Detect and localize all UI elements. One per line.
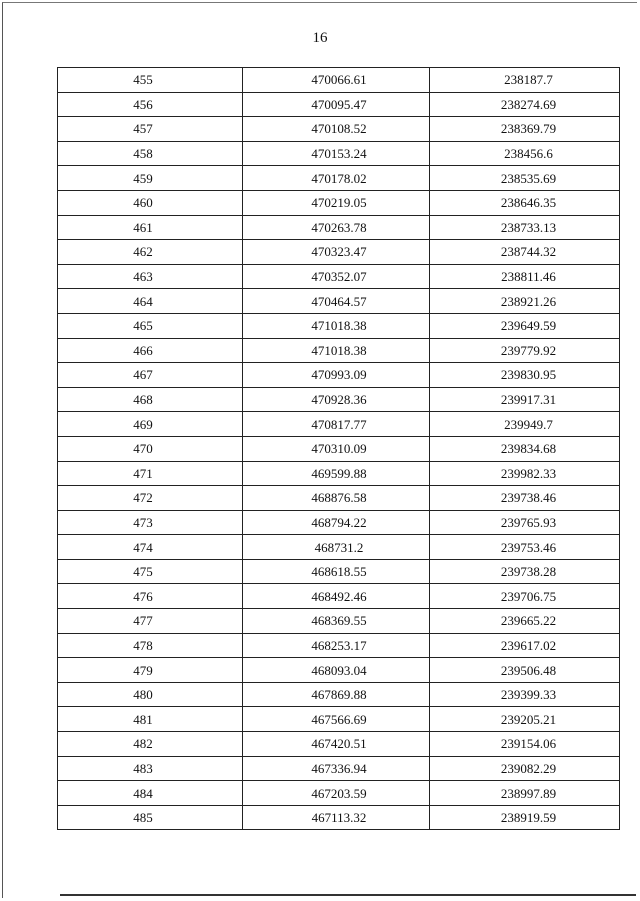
y-coordinate-cell: 238744.32 <box>430 240 620 265</box>
table-row <box>58 609 620 634</box>
x-coordinate-cell: 470178.02 <box>243 166 430 191</box>
y-coordinate-cell: 238456.6 <box>430 141 620 166</box>
page-bottom-edge <box>60 894 636 896</box>
y-coordinate-cell: 238811.46 <box>430 264 620 289</box>
y-coordinate-cell: 239154.06 <box>430 732 620 757</box>
y-coordinate-cell: 239399.33 <box>430 682 620 707</box>
table-row <box>58 486 620 511</box>
point-number-cell: 470 <box>58 436 243 461</box>
point-number-cell: 478 <box>58 633 243 658</box>
table-row <box>58 756 620 781</box>
y-coordinate-cell: 239617.02 <box>430 633 620 658</box>
table-row <box>58 658 620 683</box>
point-number-cell: 477 <box>58 609 243 634</box>
point-number-cell: 471 <box>58 461 243 486</box>
y-coordinate-cell: 239917.31 <box>430 387 620 412</box>
y-coordinate-cell: 238535.69 <box>430 166 620 191</box>
point-number-cell: 461 <box>58 215 243 240</box>
x-coordinate-cell: 468369.55 <box>243 609 430 634</box>
y-coordinate-cell: 239706.75 <box>430 584 620 609</box>
point-number-cell: 466 <box>58 338 243 363</box>
x-coordinate-cell: 470352.07 <box>243 264 430 289</box>
x-coordinate-cell: 470323.47 <box>243 240 430 265</box>
x-coordinate-cell: 467566.69 <box>243 707 430 732</box>
x-coordinate-cell: 470310.09 <box>243 436 430 461</box>
table-row <box>58 240 620 265</box>
table-row <box>58 387 620 412</box>
point-number-cell: 465 <box>58 313 243 338</box>
x-coordinate-cell: 470263.78 <box>243 215 430 240</box>
table-row <box>58 117 620 142</box>
point-number-cell: 457 <box>58 117 243 142</box>
x-coordinate-cell: 468093.04 <box>243 658 430 683</box>
point-number-cell: 464 <box>58 289 243 314</box>
point-number-cell: 480 <box>58 682 243 707</box>
x-coordinate-cell: 469599.88 <box>243 461 430 486</box>
table-row <box>58 535 620 560</box>
x-coordinate-cell: 470095.47 <box>243 92 430 117</box>
table-row <box>58 289 620 314</box>
point-number-cell: 458 <box>58 141 243 166</box>
table-row <box>58 510 620 535</box>
y-coordinate-cell: 239765.93 <box>430 510 620 535</box>
y-coordinate-cell: 238997.89 <box>430 781 620 806</box>
y-coordinate-cell: 239205.21 <box>430 707 620 732</box>
point-number-cell: 475 <box>58 559 243 584</box>
point-number-cell: 459 <box>58 166 243 191</box>
table-row <box>58 633 620 658</box>
y-coordinate-cell: 238646.35 <box>430 190 620 215</box>
x-coordinate-cell: 468618.55 <box>243 559 430 584</box>
y-coordinate-cell: 238274.69 <box>430 92 620 117</box>
point-number-cell: 476 <box>58 584 243 609</box>
y-coordinate-cell: 239506.48 <box>430 658 620 683</box>
y-coordinate-cell: 238919.59 <box>430 805 620 830</box>
table-row <box>58 559 620 584</box>
table-row <box>58 166 620 191</box>
x-coordinate-cell: 467420.51 <box>243 732 430 757</box>
table-row <box>58 461 620 486</box>
table-row <box>58 363 620 388</box>
x-coordinate-cell: 468876.58 <box>243 486 430 511</box>
coordinates-table <box>57 67 620 830</box>
y-coordinate-cell: 239949.7 <box>430 412 620 437</box>
x-coordinate-cell: 470219.05 <box>243 190 430 215</box>
point-number-cell: 483 <box>58 756 243 781</box>
table-row <box>58 215 620 240</box>
x-coordinate-cell: 468492.46 <box>243 584 430 609</box>
x-coordinate-cell: 470817.77 <box>243 412 430 437</box>
x-coordinate-cell: 468794.22 <box>243 510 430 535</box>
table-row <box>58 707 620 732</box>
table-row <box>58 805 620 830</box>
y-coordinate-cell: 239738.28 <box>430 559 620 584</box>
x-coordinate-cell: 467203.59 <box>243 781 430 806</box>
x-coordinate-cell: 470066.61 <box>243 68 430 93</box>
point-number-cell: 473 <box>58 510 243 535</box>
y-coordinate-cell: 238187.7 <box>430 68 620 93</box>
y-coordinate-cell: 238369.79 <box>430 117 620 142</box>
table-row <box>58 264 620 289</box>
table-row <box>58 68 620 93</box>
y-coordinate-cell: 239753.46 <box>430 535 620 560</box>
x-coordinate-cell: 471018.38 <box>243 313 430 338</box>
point-number-cell: 460 <box>58 190 243 215</box>
y-coordinate-cell: 239830.95 <box>430 363 620 388</box>
point-number-cell: 484 <box>58 781 243 806</box>
point-number-cell: 455 <box>58 68 243 93</box>
point-number-cell: 456 <box>58 92 243 117</box>
x-coordinate-cell: 468731.2 <box>243 535 430 560</box>
x-coordinate-cell: 467869.88 <box>243 682 430 707</box>
table-row <box>58 584 620 609</box>
x-coordinate-cell: 470153.24 <box>243 141 430 166</box>
y-coordinate-cell: 239834.68 <box>430 436 620 461</box>
y-coordinate-cell: 239665.22 <box>430 609 620 634</box>
table-row <box>58 682 620 707</box>
coordinates-table-body <box>58 68 620 830</box>
point-number-cell: 462 <box>58 240 243 265</box>
x-coordinate-cell: 471018.38 <box>243 338 430 363</box>
table-row <box>58 92 620 117</box>
point-number-cell: 482 <box>58 732 243 757</box>
x-coordinate-cell: 470464.57 <box>243 289 430 314</box>
table-row <box>58 190 620 215</box>
point-number-cell: 481 <box>58 707 243 732</box>
x-coordinate-cell: 470993.09 <box>243 363 430 388</box>
point-number-cell: 468 <box>58 387 243 412</box>
x-coordinate-cell: 470108.52 <box>243 117 430 142</box>
table-row <box>58 732 620 757</box>
table-row <box>58 436 620 461</box>
y-coordinate-cell: 238921.26 <box>430 289 620 314</box>
y-coordinate-cell: 239738.46 <box>430 486 620 511</box>
x-coordinate-cell: 468253.17 <box>243 633 430 658</box>
point-number-cell: 485 <box>58 805 243 830</box>
page-number: 16 <box>312 30 328 46</box>
y-coordinate-cell: 238733.13 <box>430 215 620 240</box>
y-coordinate-cell: 239982.33 <box>430 461 620 486</box>
table-row <box>58 313 620 338</box>
table-row <box>58 141 620 166</box>
point-number-cell: 469 <box>58 412 243 437</box>
x-coordinate-cell: 467113.32 <box>243 805 430 830</box>
point-number-cell: 472 <box>58 486 243 511</box>
x-coordinate-cell: 470928.36 <box>243 387 430 412</box>
y-coordinate-cell: 239082.29 <box>430 756 620 781</box>
table-row <box>58 338 620 363</box>
x-coordinate-cell: 467336.94 <box>243 756 430 781</box>
point-number-cell: 463 <box>58 264 243 289</box>
point-number-cell: 467 <box>58 363 243 388</box>
table-row <box>58 412 620 437</box>
table-row <box>58 781 620 806</box>
y-coordinate-cell: 239649.59 <box>430 313 620 338</box>
point-number-cell: 479 <box>58 658 243 683</box>
y-coordinate-cell: 239779.92 <box>430 338 620 363</box>
point-number-cell: 474 <box>58 535 243 560</box>
